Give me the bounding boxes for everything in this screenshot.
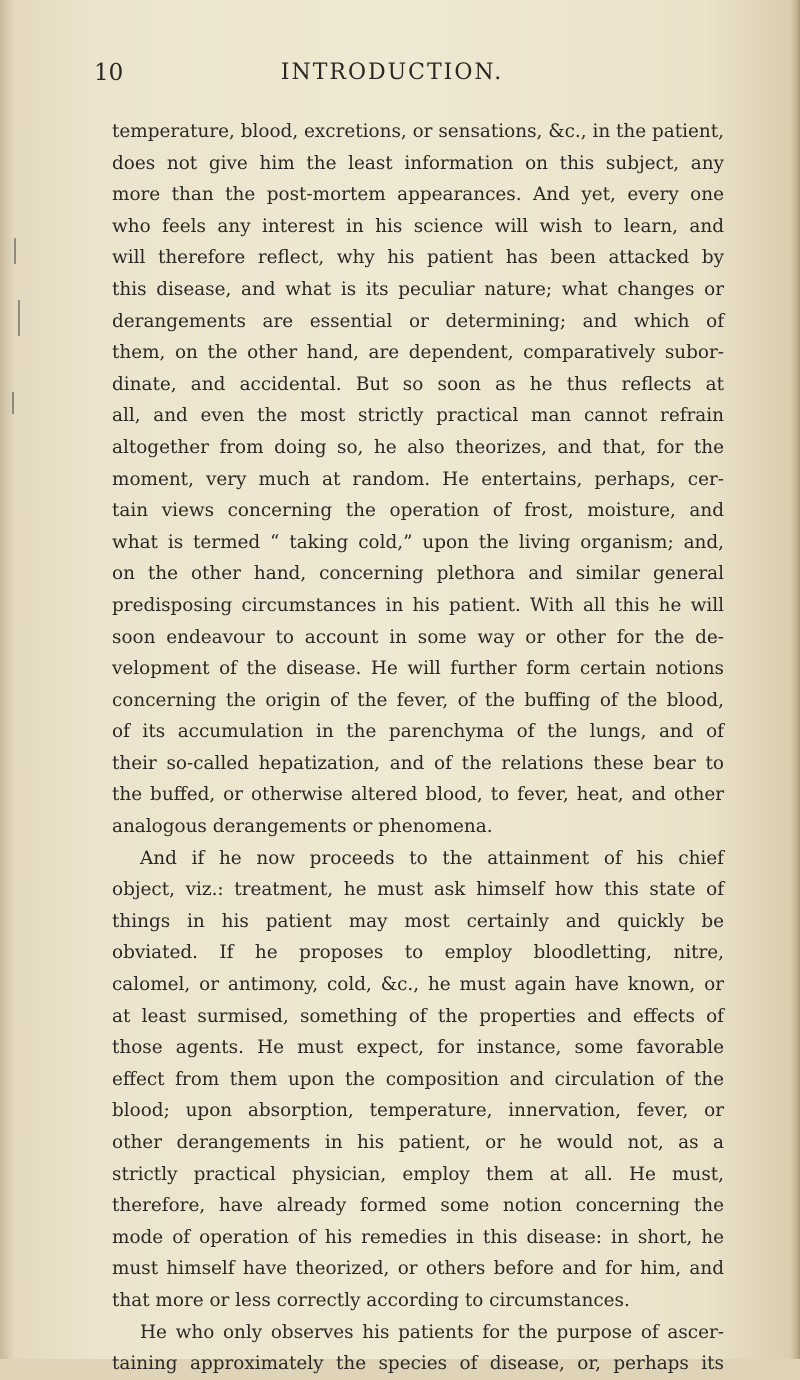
text-line: velopment of the disease. He will further form certain notions [112, 658, 724, 680]
text-line: tain views concerning the operation of frost, moisture, and [112, 500, 724, 522]
text-line: taining approximately the species of disease, or, perhaps its [112, 1353, 724, 1375]
text-line: those agents. He must expect, for instance, some favorable [112, 1037, 724, 1059]
page-gutter-shadow [0, 0, 14, 1359]
text-line: the buffed, or otherwise altered blood, to fever, heat, and other [112, 784, 724, 806]
text-line: blood; upon absorption, temperature, innervation, fever, or [112, 1100, 724, 1122]
text-line: dinate, and accidental. But so soon as he thus reflects at [112, 373, 724, 395]
text-line: predisposing circumstances in his patient. With all this he will [112, 594, 724, 616]
text-line: at least surmised, something of the properties and effects of [112, 1005, 724, 1027]
text-line: will therefore reflect, why his patient has been attacked by [112, 247, 724, 269]
text-line: effect from them upon the composition and circulation of the [112, 1068, 724, 1090]
margin-pencil-mark [12, 392, 14, 414]
margin-pencil-mark [14, 238, 16, 264]
text-line: must himself have theorized, or others before and for him, and [112, 1258, 724, 1280]
paragraph-start-line: And if he now proceeds to the attainment of his chief [140, 847, 724, 869]
paragraph-start-line: He who only observes his patients for the purpose of ascer- [140, 1321, 724, 1343]
text-line: their so-called hepatization, and of the relations these bear to [112, 752, 724, 774]
text-line: what is termed “ taking cold,” upon the living organism; and, [112, 531, 724, 553]
margin-pencil-mark [18, 300, 20, 336]
page-edge-shadow [790, 0, 800, 1359]
text-line: other derangements in his patient, or he would not, as a [112, 1132, 724, 1153]
text-line: calomel, or antimony, cold, &c., he must again have known, or [112, 974, 724, 996]
paragraph-end-line: analogous derangements or phenomena. [112, 816, 493, 838]
text-line: mode of operation of his remedies in this disease: in short, he [112, 1226, 724, 1248]
text-line: on the other hand, concerning plethora and similar general [112, 563, 724, 585]
text-line: them, on the other hand, are dependent, comparatively subor- [112, 342, 724, 364]
text-line: all, and even the most strictly practical man cannot refrain [112, 405, 724, 427]
text-line: altogether from doing so, he also theorizes, and that, for the [112, 436, 724, 458]
paragraph-end-line: that more or less correctly according to circumstances. [112, 1289, 630, 1311]
text-line: strictly practical physician, employ them at all. He must, [112, 1163, 724, 1185]
text-line: of its accumulation in the parenchyma of the lungs, and of [112, 721, 724, 743]
text-line: temperature, blood, excretions, or sensations, &c., in the patient, [112, 121, 724, 142]
text-line: object, viz.: treatment, he must ask himself how this state of [112, 879, 724, 901]
text-line: therefore, have already formed some notion concerning the [112, 1195, 724, 1217]
text-line: does not give him the least information on this subject, any [112, 152, 724, 174]
text-line: this disease, and what is its peculiar nature; what changes or [112, 278, 724, 300]
running-head [94, 60, 690, 90]
text-line: more than the post-mortem appearances. And yet, every one [112, 184, 724, 206]
text-line: things in his patient may most certainly and quickly be [112, 910, 724, 932]
text-line: soon endeavour to account in some way or other for the de- [112, 626, 724, 648]
text-line: moment, very much at random. He entertains, perhaps, cer- [112, 468, 724, 490]
page-number: 10 [94, 60, 124, 86]
body-text [112, 116, 724, 1380]
chapter-title: INTRODUCTION. [280, 60, 504, 85]
text-line: obviated. If he proposes to employ bloodletting, nitre, [112, 942, 724, 964]
text-line: concerning the origin of the fever, of the buffing of the blood, [112, 689, 724, 711]
text-line: who feels any interest in his science will wish to learn, and [112, 215, 724, 237]
text-line: derangements are essential or determining; and which of [112, 310, 724, 332]
